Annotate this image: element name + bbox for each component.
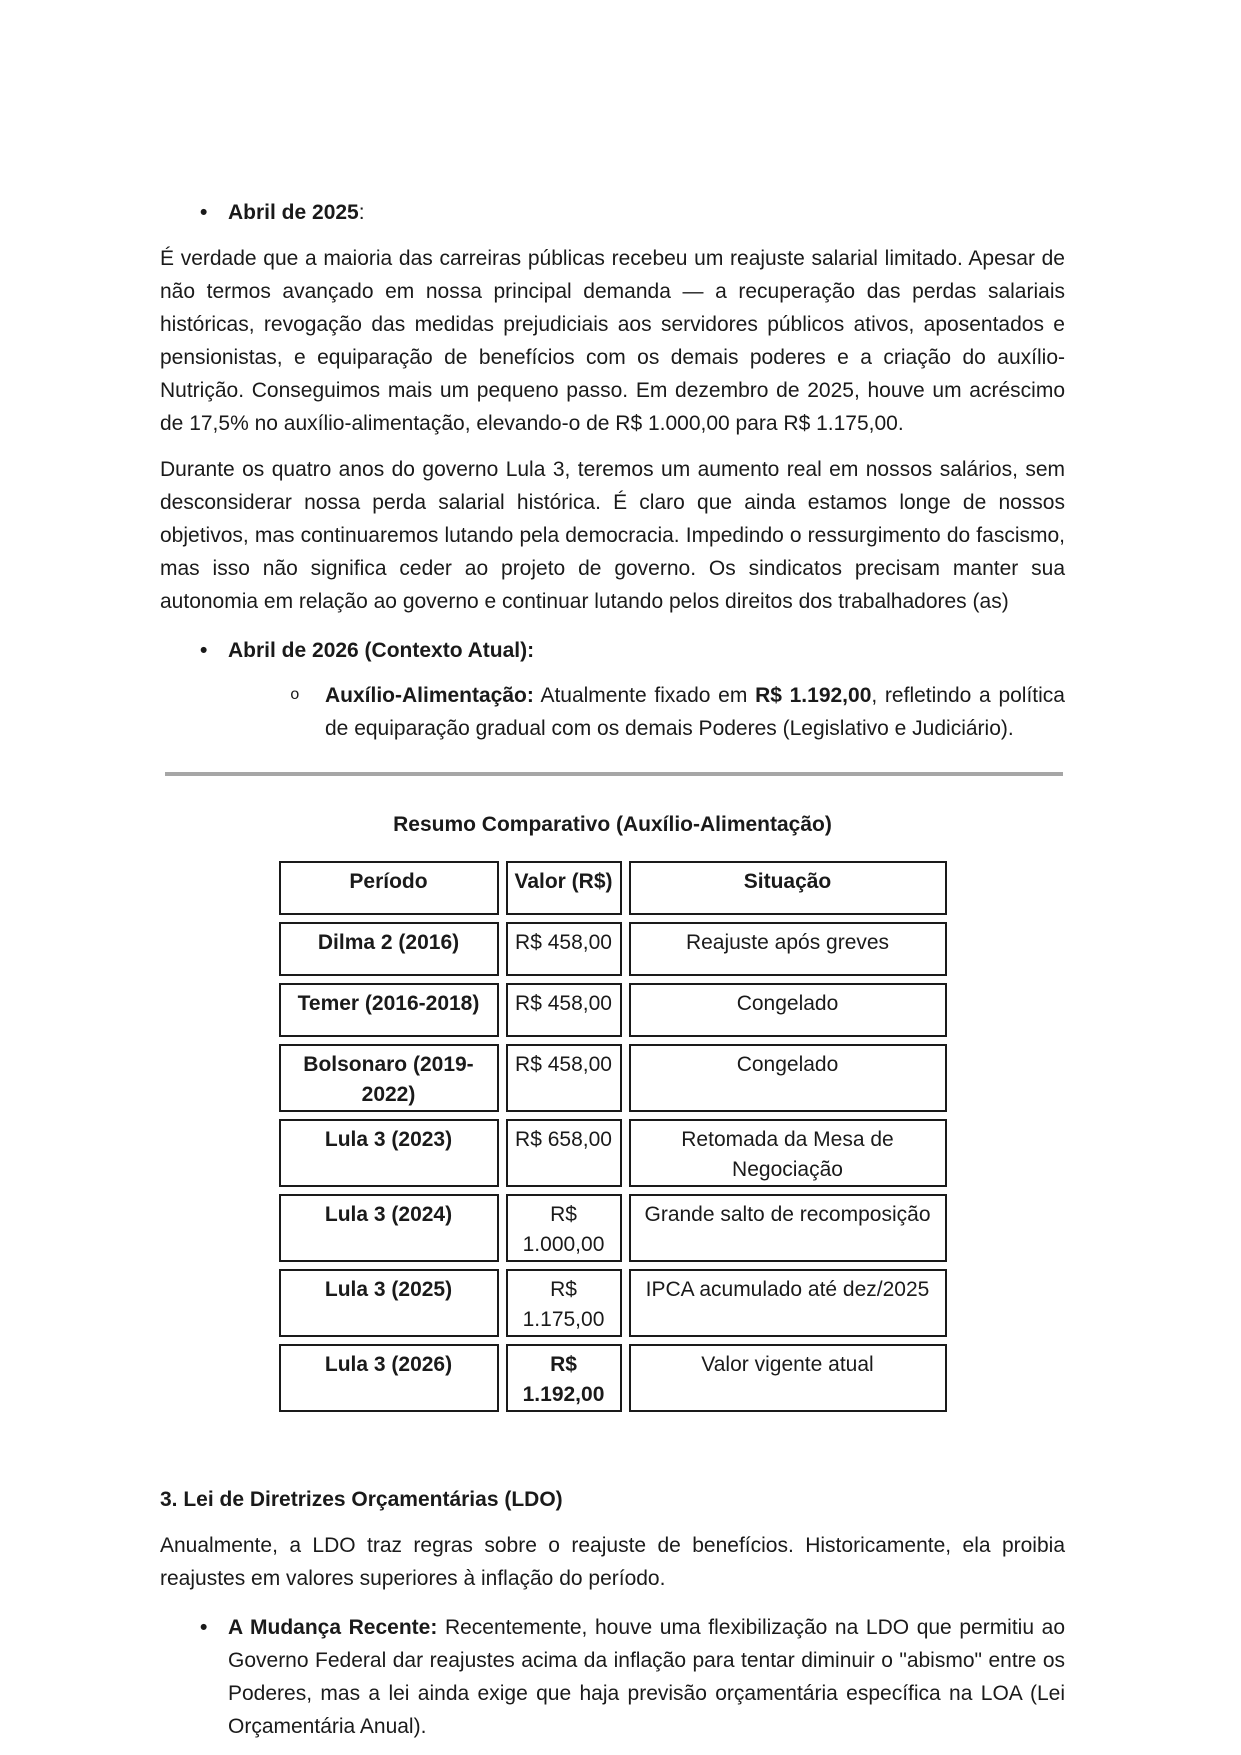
cell-situacao: Retomada da Mesa de Negociação	[629, 1119, 947, 1187]
sub-bullet-tail: , refletindo a política de equiparação gradual com os demais Poderes (Legislativo e Judiciário).	[325, 684, 1065, 740]
cell-periodo: Lula 3 (2023)	[279, 1119, 499, 1187]
table-row	[279, 1269, 947, 1337]
cell-valor: R$ 1.192,00	[506, 1344, 622, 1412]
cell-situacao: Reajuste após greves	[629, 922, 947, 976]
table-row	[279, 1344, 947, 1412]
paragraph-ldo: Anualmente, a LDO traz regras sobre o reajuste de benefícios. Historicamente, ela proibia reajustes em valores superiores à inflação do período.	[160, 1534, 1065, 1590]
header-cell-periodo: Período	[279, 861, 499, 915]
table-row	[279, 983, 947, 1037]
cell-valor: R$ 458,00	[506, 983, 622, 1037]
cell-situacao: Congelado	[629, 983, 947, 1037]
bullet-icon: •	[200, 201, 208, 224]
header-cell-valor: Valor (R$)	[506, 861, 622, 915]
bullet-label: Abril de 2026 (Contexto Atual):	[228, 639, 535, 662]
cell-valor: R$ 1.000,00	[506, 1194, 622, 1262]
bullet-label: Abril de 2025	[228, 201, 359, 224]
cell-situacao: Grande salto de recomposição	[629, 1194, 947, 1262]
bullet-item-abril-2026	[200, 634, 1065, 667]
sub-bullet-text	[325, 679, 1065, 745]
table-row	[279, 1194, 947, 1262]
cell-situacao: Congelado	[629, 1044, 947, 1112]
cell-valor: R$ 458,00	[506, 1044, 622, 1112]
sub-bullet-auxilio-alimentacao	[290, 679, 1065, 745]
table-row	[279, 922, 947, 976]
cell-valor: R$ 1.175,00	[506, 1269, 622, 1337]
header-cell-situacao: Situação	[629, 861, 947, 915]
comparison-table	[272, 854, 954, 1419]
bullet-icon: •	[200, 1616, 208, 1639]
bullet-lead: A Mudança Recente:	[228, 1616, 438, 1639]
paragraph-reajuste: É verdade que a maioria das carreiras públicas recebeu um reajuste salarial limitado. Apesar de não termos avançado em nossa principal demanda — a recuperação das perdas salariais históricas, revogação das medidas prejudiciais aos servidores públicos ativos, aposentados e pensionistas, e equiparação de benefícios com os demais poderes e a criação do auxílio-Nutrição. Conseguimos mais um pequeno passo. Em dezembro de 2025, houve um acréscimo de 17,5% no auxílio-alimentação, elevando-o de R$ 1.000,00 para R$ 1.175,00.	[160, 247, 1065, 435]
sub-bullet-mid: Atualmente fixado em	[533, 684, 756, 707]
cell-periodo: Bolsonaro (2019-2022)	[279, 1044, 499, 1112]
bullet-body: Recentemente, houve uma flexibilização na LDO que permitiu ao Governo Federal dar reajustes acima da inflação para tentar diminuir o "abismo" entre os Poderes, mas a lei ainda exige que haja previsão orçamentária específica na LOA (Lei Orçamentária Anual).	[228, 1616, 1065, 1738]
circle-bullet-icon: o	[290, 686, 300, 704]
table-title: Resumo Comparativo (Auxílio-Alimentação)	[393, 813, 832, 836]
bullet-item-mudanca-recente	[200, 1611, 1065, 1743]
cell-periodo: Lula 3 (2024)	[279, 1194, 499, 1262]
bullet-colon: :	[358, 201, 365, 224]
section-divider	[165, 772, 1063, 776]
table-header-row	[279, 861, 947, 915]
cell-valor: R$ 658,00	[506, 1119, 622, 1187]
cell-periodo: Lula 3 (2026)	[279, 1344, 499, 1412]
cell-periodo: Temer (2016-2018)	[279, 983, 499, 1037]
sub-bullet-lead: Auxílio-Alimentação:	[325, 684, 534, 707]
cell-situacao: IPCA acumulado até dez/2025	[629, 1269, 947, 1337]
cell-periodo: Dilma 2 (2016)	[279, 922, 499, 976]
cell-periodo: Lula 3 (2025)	[279, 1269, 499, 1337]
bullet-item-abril-2025	[200, 196, 1065, 229]
section-heading-ldo: 3. Lei de Diretrizes Orçamentárias (LDO)	[160, 1488, 563, 1511]
bullet-text	[228, 196, 1065, 229]
paragraph-governo-lula: Durante os quatro anos do governo Lula 3, teremos um aumento real em nossos salários, sem desconsiderar nossa perda salarial histórica. É claro que ainda estamos longe de nossos objetivos, mas continuaremos lutando pela democracia. Impedindo o ressurgimento do fascismo, mas isso não significa ceder ao projeto de governo. Os sindicatos precisam manter sua autonomia em relação ao governo e continuar lutando pelos direitos dos trabalhadores (as)	[160, 458, 1065, 613]
bullet-text	[228, 1611, 1065, 1743]
table-row	[279, 1119, 947, 1187]
table-row	[279, 1044, 947, 1112]
cell-situacao: Valor vigente atual	[629, 1344, 947, 1412]
cell-valor: R$ 458,00	[506, 922, 622, 976]
sub-bullet-value: R$ 1.192,00	[755, 684, 872, 707]
bullet-icon: •	[200, 639, 208, 662]
